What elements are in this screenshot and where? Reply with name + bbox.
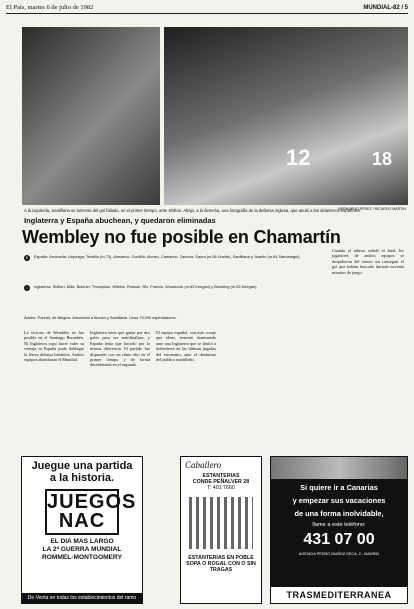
ad-line: ROMMEL-MONTGOMERY [42,554,122,561]
lineup-england [24,285,306,291]
ad-phone: T: 401 7660 [207,485,235,491]
ad-line: ESTANTERIAS EN POBLE SOPA O ROGAL CON O SIN TRAGAS [186,555,256,573]
logo-text: NAC [58,510,106,532]
ad-caballero [180,456,262,604]
ad-brand: Caballero [185,460,222,470]
photo-santillana [22,27,160,205]
ad-juegos-nac [21,456,143,604]
ad-line: Juegue una partida [31,460,133,472]
article-column: Cuando el árbitro señaló el final, los jugadores de ambos equipos se despidieron del torneo sin conseguir el gol que habían buscado durante noventa minutos de juego. [332,248,404,275]
masthead-date: El País, martes 6 de julio de 1982 [6,4,94,11]
masthead-section: MUNDIAL-82 / 5 [363,4,408,11]
photo-row [22,27,408,205]
masthead [6,2,408,14]
ad-footer: De Venta en todas los establecimientos del ramo [22,593,142,603]
referee-line: Árbitro: Ponnet, de Bélgica. Amonestó a Alonso y Santillana. Unos 75.000 espectadores. [24,315,177,320]
article-headline: Wembley no fue posible en Chamartín [22,227,341,247]
ad-line: LA 2ª GUERRA MUNDIAL [42,546,122,553]
logo-text: JUEGOS [47,491,137,513]
photo-credit: BERNARDO PEREZ / RICARDO MARTIN [338,207,406,211]
lineup-text: España: Arconada; Urquiaga, Tendillo (m.73), Alesanco, Gordillo; Alonso, Camacho, Zamora, Saura (m.66 Uralde), Santillana y Juanito (m.64 Satrústegui). [34,254,301,259]
ad-line: y empezar sus vacaciones [292,496,386,505]
ad-address: CONDE PEÑALVER 28 [192,479,250,485]
ad-brand: TRASMEDITERRANEA [271,587,407,603]
ad-line: llame a este teléfono: [312,522,366,528]
article-column: El equipo español, con más coraje que ideas, terminó dominando ante una Inglaterra que se limitó a defenderse en las últimas jugadas del encuentro, ante el desánimo del público madrileño. [156,330,216,363]
ship-photo [271,457,407,479]
photo-caption: A la izquierda, Santillana se lamenta del gol fallado, en el primer tiempo, ante Shilton. Abajo, a la derecha, una fotografía de la defensa inglesa, que anuló a los delanteros españoles. [24,208,362,213]
ad-phone: 431 07 00 [303,531,375,548]
article-column: La victoria de Wembley no fue posible en el Santiago Bernabéu. Ni Inglaterra supo hacer valer su ventaja ni España pudo doblegar la férrea defensa británica. Ambos equipos abandonan el Mundial. [24,330,84,363]
team-marker: I [24,285,30,291]
team-marker: E [25,255,29,260]
ad-line: ESTANTERIAS [202,473,240,479]
nac-logo [45,489,137,535]
lineup-spain [24,255,306,261]
photo-defense [164,27,408,205]
shelving-illustration [189,497,253,549]
ad-line: Si quiere ir a Canarias [300,483,378,492]
jersey-number: 12 [286,145,311,170]
ad-trasmediterranea [270,456,408,604]
ad-line: a la historia. [49,472,115,484]
jersey-number: 18 [372,149,393,169]
article-kicker: Inglaterra y España abuchean, y quedaron eliminadas [24,216,216,225]
ad-address: AGENCIA PEDRO MUÑOZ SECA, 2 - MADRID [298,552,380,556]
ad-line: de una forma inolvidable, [294,509,384,518]
article-column: Inglaterra tenía que ganar por dos goles para ser semifinalista, y España tenía que hacerlo por la misma diferencia. El partido fue disputado con un ritmo alto en el primer tiempo y de forma desordenada en el segundo. [90,330,150,368]
ad-line: EL DIA MAS LARGO [50,538,114,545]
lineup-text: Inglaterra: Shilton; Mills, Butcher, Thompson, Wilkins, Robson, Rix, Francis, Woodcock (m.63 Keegan) y Brooking (m.63 Keegan). [34,284,258,289]
